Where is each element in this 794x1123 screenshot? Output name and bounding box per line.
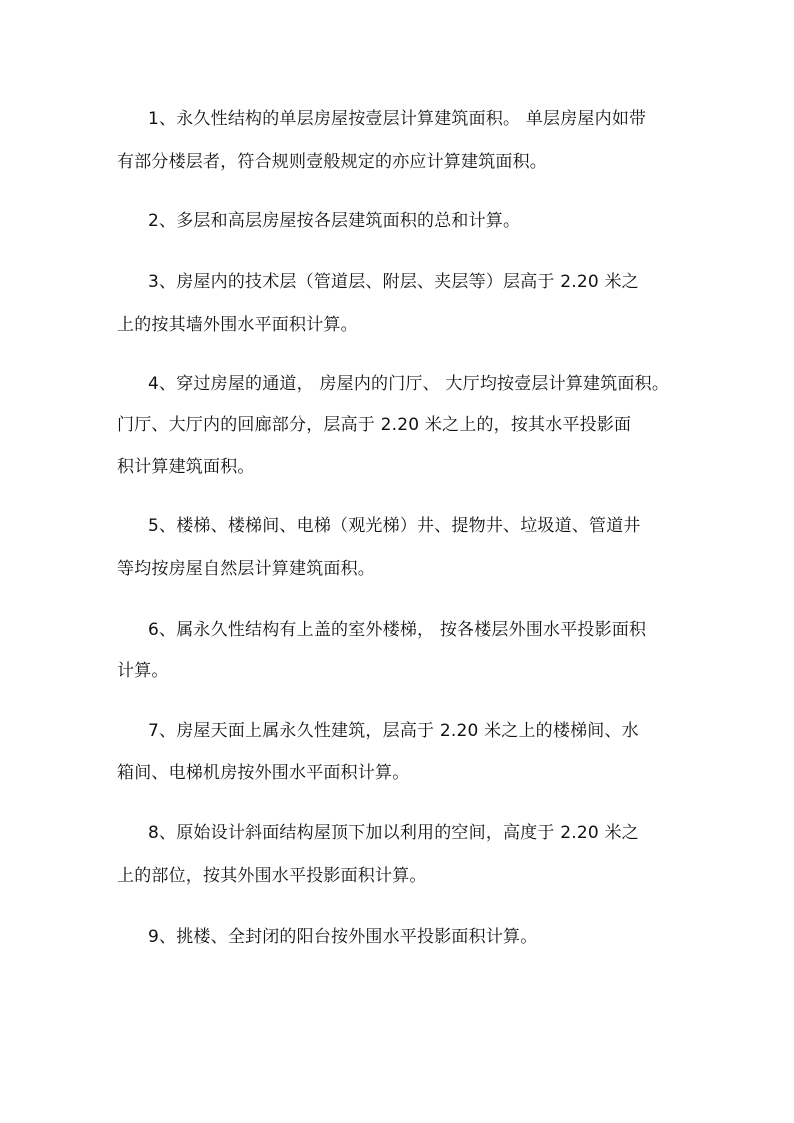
paragraph-1-line-1: 1、永久性结构的单层房屋按壹层计算建筑面积。 单层房屋内如带	[148, 109, 647, 129]
paragraph-2-line-1: 2、多层和高层房屋按各层建筑面积的总和计算。	[148, 211, 521, 231]
paragraph-4-line-2: 门厅、大厅内的回廊部分，层高于 2.20 米之上的，按其水平投影面	[117, 415, 632, 435]
paragraph-1-line-2: 有部分楼层者，符合规则壹般规定的亦应计算建筑面积。	[117, 152, 547, 172]
paragraph-3-line-1: 3、房屋内的技术层（管道层、附层、夹层等）层高于 2.20 米之	[148, 272, 639, 292]
paragraph-6-line-2: 计算。	[117, 661, 169, 681]
paragraph-4-line-1: 4、穿过房屋的通道， 房屋内的门厅、 大厅均按壹层计算建筑面积。	[148, 374, 670, 394]
paragraph-6-line-1: 6、属永久性结构有上盖的室外楼梯， 按各楼层外围水平投影面积	[148, 620, 647, 640]
paragraph-8-line-1: 8、原始设计斜面结构屋顶下加以利用的空间，高度于 2.20 米之	[148, 823, 639, 843]
paragraph-4-line-3: 积计算建筑面积。	[117, 457, 255, 477]
paragraph-8-line-2: 上的部位，按其外围水平投影面积计算。	[117, 866, 427, 886]
paragraph-7-line-1: 7、房屋天面上属永久性建筑，层高于 2.20 米之上的楼梯间、水	[148, 721, 639, 741]
paragraph-5-line-2: 等均按房屋自然层计算建筑面积。	[117, 559, 375, 579]
paragraph-7-line-2: 箱间、电梯机房按外围水平面积计算。	[117, 763, 410, 783]
paragraph-9-line-1: 9、挑楼、全封闭的阳台按外围水平投影面积计算。	[148, 927, 538, 947]
paragraph-5-line-1: 5、楼梯、楼梯间、电梯（观光梯）井、提物井、垃圾道、管道井	[148, 516, 641, 536]
paragraph-3-line-2: 上的按其墙外围水平面积计算。	[117, 315, 358, 335]
